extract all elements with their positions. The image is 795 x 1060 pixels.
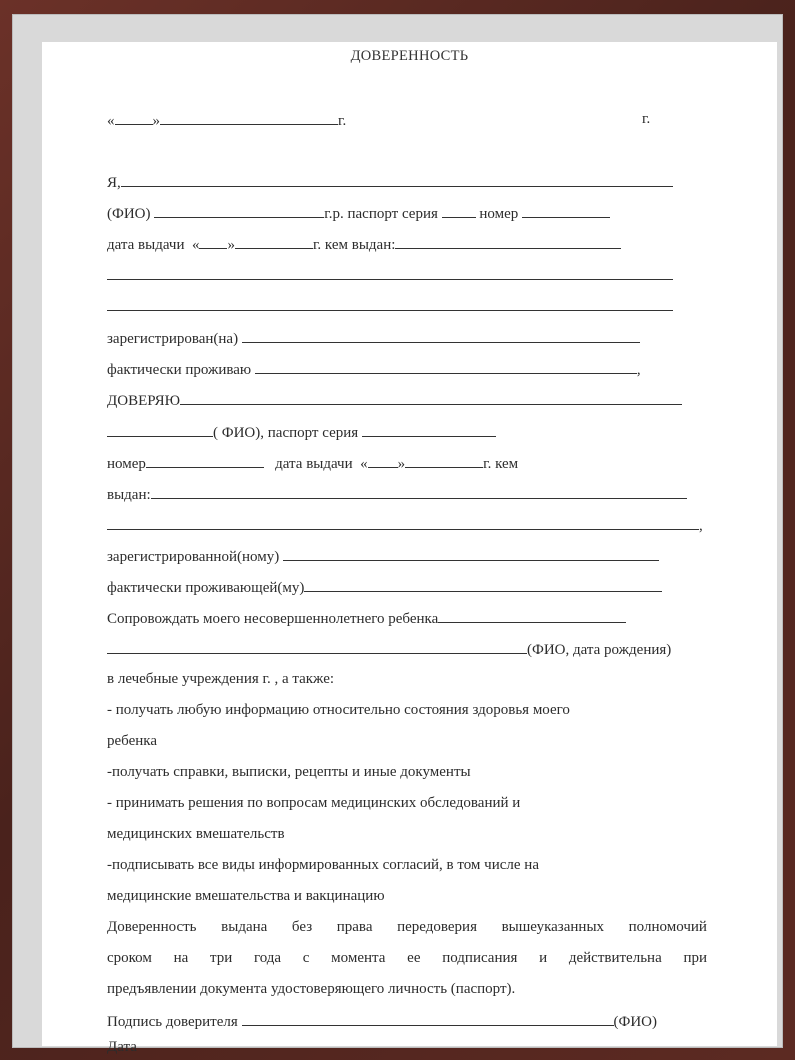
word: года <box>253 950 282 966</box>
word: вышеуказанных <box>501 919 605 935</box>
word: момента <box>331 950 386 966</box>
date-label: Дата <box>107 1039 137 1055</box>
power-item: -получать справки, выписки, рецепты и иные документы <box>107 764 471 780</box>
word: три <box>209 950 233 966</box>
attorney-name-cont-blank <box>107 422 213 437</box>
month-blank <box>160 110 338 125</box>
issue-day-blank <box>199 234 227 249</box>
registered-label: зарегистрирован(на) <box>107 331 239 347</box>
open-quote: « <box>191 237 200 253</box>
principal-issue-line <box>107 234 621 254</box>
attorney-residing-blank <box>304 577 662 592</box>
word: выдана <box>221 919 268 935</box>
attorney-residing-label: фактически проживающей(му) <box>107 580 305 596</box>
word: с <box>302 950 310 966</box>
attorney-issue-day-blank <box>368 453 398 468</box>
power-item: медицинские вмешательства и вакцинацию <box>107 888 385 904</box>
principal-registered-line <box>107 328 640 348</box>
power-item: ребенка <box>107 733 157 749</box>
frame-mat <box>12 14 783 1055</box>
series-blank <box>442 203 476 218</box>
word: полномочий <box>628 919 707 935</box>
close-quote: » <box>397 456 406 472</box>
principal-name-blank <box>121 172 673 187</box>
word: при <box>683 950 707 966</box>
comma: , <box>636 362 641 378</box>
registered-blank <box>242 328 640 343</box>
attorney-registered-blank <box>283 546 659 561</box>
child-fio-label: (ФИО, дата рождения) <box>527 642 672 658</box>
number-blank <box>522 203 610 218</box>
accompany-line <box>107 608 626 628</box>
word: Доверенность <box>107 919 197 935</box>
attorney-number-blank <box>146 453 264 468</box>
attorney-line <box>107 390 682 410</box>
child-fio-line <box>107 639 671 659</box>
document-page <box>42 42 777 1055</box>
close-quote: » <box>152 113 160 129</box>
issued-by-label: г. кем выдан: <box>312 237 396 253</box>
attorney-passport-label: ( ФИО), паспорт серия <box>213 425 359 441</box>
issued-by-blank <box>395 234 621 249</box>
attorney-name-blank <box>180 390 682 405</box>
word: подписания <box>442 950 518 966</box>
word: ее <box>407 950 421 966</box>
open-quote: « <box>360 456 368 472</box>
word: сроком <box>107 950 152 966</box>
signature-blank <box>242 1011 614 1026</box>
attorney-issue-date-label: дата выдачи <box>275 456 353 472</box>
trust-label: ДОВЕРЯЮ <box>107 393 181 409</box>
attorney-issue-month-blank <box>405 453 483 468</box>
power-item: - принимать решения по вопросам медицинских обследований и <box>107 795 521 811</box>
child-fio-blank <box>107 639 527 654</box>
attorney-passport-line <box>107 422 496 442</box>
word: действительна <box>568 950 662 966</box>
signature-fio-label: (ФИО) <box>613 1014 658 1030</box>
validity-line-1 <box>107 918 707 936</box>
institutions-line: в лечебные учреждения г. , а также: <box>107 671 335 687</box>
residing-blank <box>255 359 637 374</box>
attorney-blank-line <box>107 515 703 535</box>
city-suffix: г. <box>642 111 651 127</box>
principal-passport-line <box>107 203 610 223</box>
attorney-residing-line <box>107 577 662 597</box>
attorney-issued-blank <box>151 484 687 499</box>
open-quote: « <box>107 113 115 129</box>
label-i: Я, <box>107 175 121 191</box>
principal-line <box>107 172 673 192</box>
blank-line-2 <box>107 310 673 311</box>
residing-label: фактически проживаю <box>107 362 252 378</box>
attorney-issue-line <box>107 453 518 473</box>
validity-line-2 <box>107 949 707 967</box>
attorney-kem-label: г. кем <box>483 456 519 472</box>
year-suffix: г. <box>338 113 347 129</box>
power-item: медицинских вмешательств <box>107 826 285 842</box>
day-blank <box>115 110 153 125</box>
close-quote: » <box>227 237 235 253</box>
issue-month-blank <box>235 234 313 249</box>
fio-label: (ФИО) <box>107 206 151 222</box>
signature-line <box>107 1011 657 1031</box>
word: и <box>539 950 548 966</box>
attorney-number-label: номер <box>107 456 146 472</box>
attorney-registered-label: зарегистрированной(ному) <box>107 549 280 565</box>
word: без <box>291 919 313 935</box>
accompany-label: Сопровождать моего несовершеннолетнего ребенка <box>107 611 439 627</box>
signature-label: Подпись доверителя <box>107 1014 238 1030</box>
birth-year-passport-label: г.р. паспорт серия <box>324 206 438 222</box>
issue-date-label: дата выдачи <box>107 237 185 253</box>
document-title: ДОВЕРЕННОСТЬ <box>350 48 469 64</box>
word: на <box>173 950 189 966</box>
word: права <box>336 919 373 935</box>
attorney-registered-line <box>107 546 659 566</box>
birth-year-blank <box>154 203 324 218</box>
date-line <box>107 110 346 130</box>
attorney-blank <box>107 515 699 530</box>
attorney-issued-line <box>107 484 687 504</box>
number-label: номер <box>479 206 519 222</box>
blank-line-1 <box>107 279 673 280</box>
power-item: - получать любую информацию относительно состояния здоровья моего <box>107 702 570 718</box>
attorney-series-blank <box>362 422 496 437</box>
power-item: -подписывать все виды информированных согласий, в том числе на <box>107 857 539 873</box>
word: передоверия <box>397 919 477 935</box>
comma: , <box>699 518 703 534</box>
validity-line-3: предъявлении документа удостоверяющего личность (паспорт). <box>107 981 516 997</box>
principal-residing-line <box>107 359 641 379</box>
attorney-issued-label: выдан: <box>107 487 151 503</box>
child-name-blank <box>438 608 626 623</box>
